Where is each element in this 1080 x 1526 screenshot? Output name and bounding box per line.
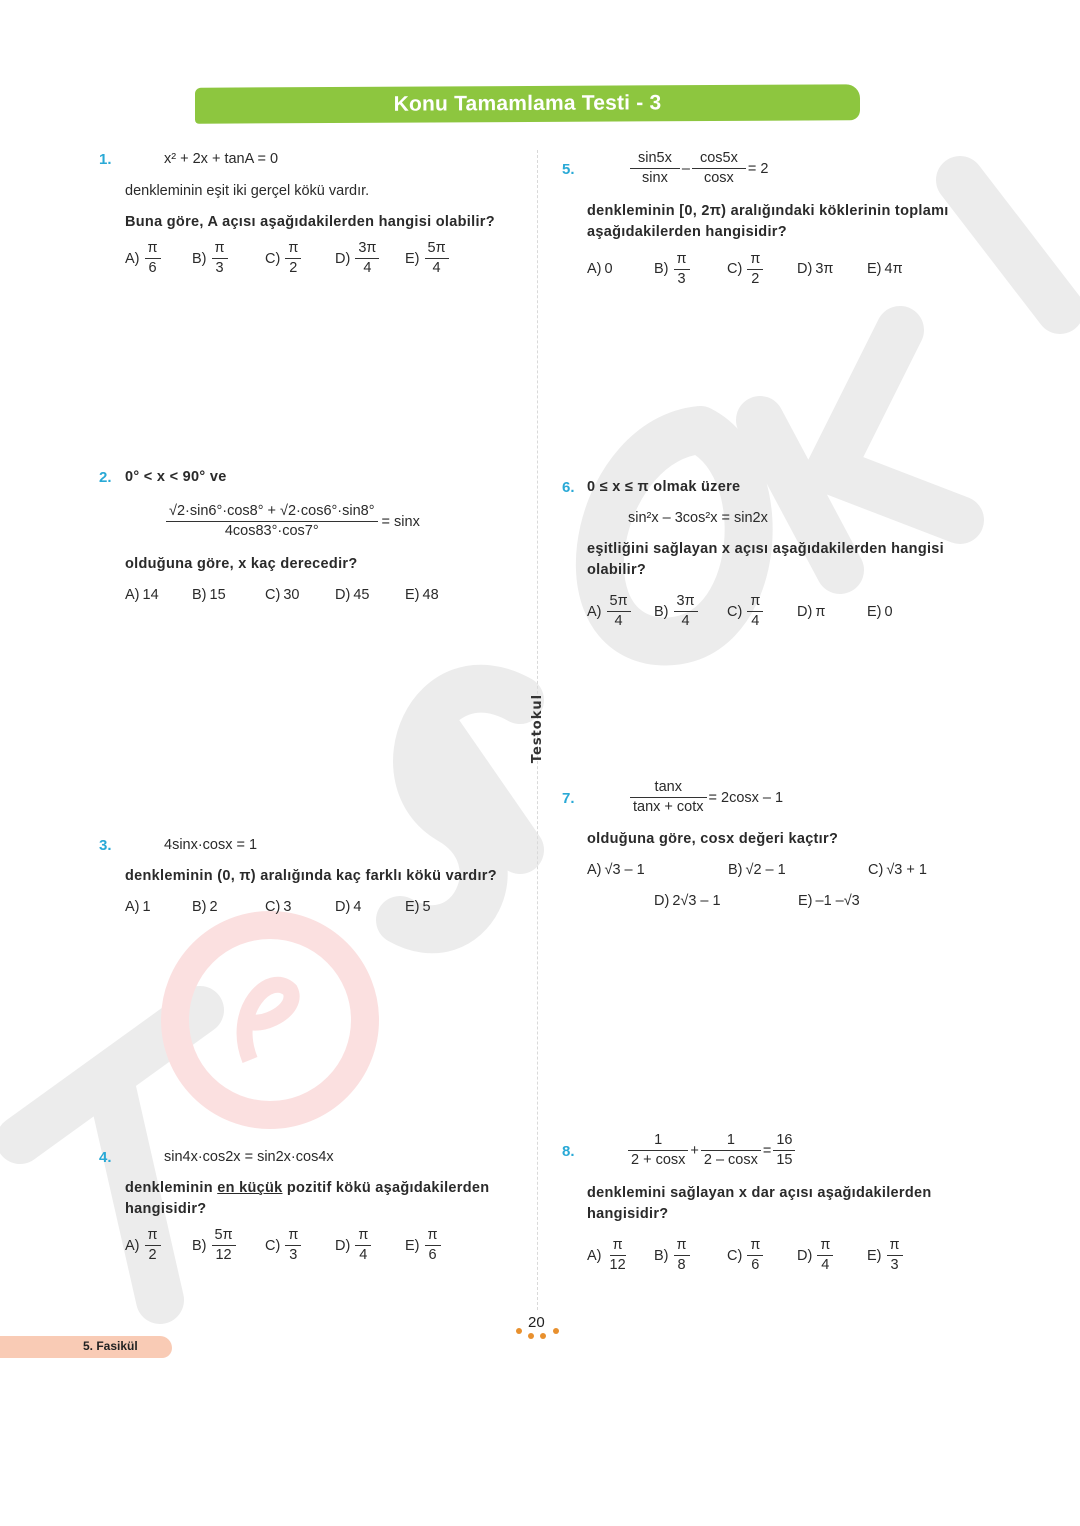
question-number: 6.: [562, 479, 575, 496]
denominator: 4cos83°·cos7°: [224, 523, 319, 539]
question-equation: [628, 779, 783, 816]
option-c[interactable]: [727, 1237, 797, 1274]
option-value: 2: [209, 899, 218, 915]
option-label: C): [265, 899, 281, 915]
option-d[interactable]: [335, 1227, 405, 1264]
option-c[interactable]: [727, 593, 797, 630]
numerator: 1: [701, 1132, 761, 1151]
question-number: 3.: [99, 837, 112, 854]
denominator: 2: [289, 260, 298, 276]
page-number: 20: [528, 1314, 545, 1331]
decorative-dot: [540, 1333, 546, 1339]
option-label: D): [335, 250, 351, 267]
answer-options: [125, 1227, 443, 1264]
option-value: 0: [884, 603, 893, 620]
numerator: 5π: [425, 240, 449, 259]
question-condition: 0° < x < 90° ve: [125, 469, 227, 485]
question-condition: 0 ≤ x ≤ π olmak üzere: [587, 479, 741, 495]
numerator: π: [145, 240, 161, 259]
question-equation: 4sinx·cosx = 1: [164, 837, 258, 853]
option-d[interactable]: [797, 1237, 867, 1274]
option-c[interactable]: [727, 250, 797, 288]
question-equation: [626, 1132, 797, 1169]
option-a[interactable]: [587, 593, 654, 630]
operator: +: [690, 1142, 699, 1159]
option-b[interactable]: [192, 240, 265, 277]
numerator: √2·sin6°·cos8° + √2·cos6°·sin8°: [166, 503, 378, 522]
denominator: 2: [751, 270, 760, 287]
option-value: 0: [604, 261, 613, 277]
option-a[interactable]: [587, 862, 728, 878]
question-number: 2.: [99, 469, 112, 486]
denominator: 4: [363, 260, 372, 276]
option-value: √3 – 1: [604, 862, 645, 878]
option-e[interactable]: [867, 1237, 905, 1274]
option-value: 14: [142, 587, 159, 603]
option-label: A): [125, 250, 140, 267]
fascicle-label: 5. Fasikül: [83, 1339, 138, 1353]
option-value: 3: [283, 899, 292, 915]
denominator: 12: [215, 1247, 232, 1263]
option-label: C): [727, 603, 743, 620]
operator: =: [762, 1142, 772, 1159]
prompt-text: pozitif kökü aşağıdakilerden: [282, 1180, 490, 1196]
question-prompt: Buna göre, A açısı aşağıdakilerden hangisi olabilir?: [125, 214, 495, 230]
option-e[interactable]: [867, 593, 893, 630]
option-value: 1: [142, 899, 151, 915]
answer-options: [125, 587, 439, 603]
option-label: B): [192, 250, 207, 267]
option-b[interactable]: [654, 1237, 727, 1274]
numerator: π: [747, 593, 763, 612]
option-b[interactable]: [192, 587, 265, 603]
option-value: 48: [422, 587, 439, 603]
option-label: E): [405, 587, 420, 603]
numerator: π: [747, 1237, 763, 1256]
operator: –: [681, 160, 690, 177]
denominator: 3: [677, 270, 686, 287]
question-equation: sin²x – 3cos²x = sin2x: [628, 510, 768, 526]
numerator: 3π: [674, 593, 698, 612]
question-prompt: eşitliğini sağlayan x açısı aşağıdakilerden hangisi: [587, 541, 944, 557]
option-label: D): [335, 899, 351, 915]
denominator: 4: [681, 613, 690, 629]
option-label: B): [654, 603, 669, 620]
option-d[interactable]: [654, 893, 798, 909]
option-value: 4: [353, 899, 362, 915]
option-label: B): [192, 1237, 207, 1254]
brand-logo-vertical: [524, 690, 552, 766]
option-e[interactable]: [867, 250, 903, 288]
option-label: C): [265, 250, 281, 267]
denominator: 15: [776, 1152, 793, 1168]
question-number: 4.: [99, 1149, 112, 1166]
option-a[interactable]: [125, 899, 192, 915]
denominator: 2 – cosx: [703, 1152, 758, 1168]
numerator: 1: [628, 1132, 688, 1151]
question-number: 5.: [562, 161, 575, 178]
numerator: π: [610, 1237, 626, 1256]
option-label: A): [125, 1237, 140, 1254]
denominator: 3: [289, 1247, 298, 1263]
option-label: D): [335, 1237, 351, 1254]
denominator: 3: [890, 1257, 899, 1273]
answer-options: [587, 1237, 905, 1274]
prompt-text: denkleminin: [125, 1180, 218, 1196]
option-label: E): [867, 603, 882, 620]
denominator: 2 + cosx: [631, 1152, 686, 1168]
question-prompt-line2: aşağıdakilerden hangisidir?: [587, 224, 787, 240]
numerator: π: [887, 1237, 903, 1256]
option-e[interactable]: [405, 587, 439, 603]
option-label: A): [125, 587, 140, 603]
option-value: 2√3 – 1: [672, 893, 721, 909]
brand-logo-text: Testokul: [530, 693, 546, 763]
denominator: 4: [432, 260, 441, 276]
answer-options-row2: [654, 893, 860, 909]
answer-options: [125, 899, 431, 915]
denominator: sinx: [642, 170, 668, 186]
denominator: 12: [609, 1257, 626, 1273]
numerator: π: [747, 251, 763, 270]
option-e[interactable]: [405, 240, 451, 277]
option-label: E): [405, 1237, 420, 1254]
option-value: –1 –√3: [815, 893, 860, 909]
option-b[interactable]: [192, 899, 265, 915]
option-label: B): [654, 261, 669, 277]
option-a[interactable]: [587, 250, 654, 288]
question-prompt: [125, 1180, 489, 1196]
prompt-emphasis: en küçük: [217, 1180, 283, 1196]
decorative-dot: [553, 1328, 559, 1334]
question-prompt-line2: hangisidir?: [587, 1206, 669, 1222]
option-label: B): [192, 587, 207, 603]
title-banner: [195, 84, 860, 123]
option-value: 30: [283, 587, 300, 603]
option-label: A): [125, 899, 140, 915]
option-value: √3 + 1: [886, 862, 927, 878]
option-value: 45: [353, 587, 370, 603]
decorative-dot: [528, 1333, 534, 1339]
option-b[interactable]: [192, 1227, 265, 1264]
denominator: cosx: [703, 170, 734, 186]
option-b[interactable]: [728, 862, 868, 878]
numerator: 5π: [607, 593, 631, 612]
option-e[interactable]: [405, 899, 431, 915]
answer-options: [125, 240, 451, 277]
equation-rhs: = sinx: [381, 513, 420, 530]
denominator: 4: [614, 613, 623, 629]
numerator: π: [285, 240, 301, 259]
denominator: 8: [677, 1257, 686, 1273]
denominator: 3: [215, 260, 224, 276]
option-label: D): [797, 261, 813, 277]
numerator: π: [285, 1227, 301, 1246]
option-c[interactable]: [868, 862, 927, 878]
option-label: E): [867, 1247, 882, 1264]
option-value: 15: [209, 587, 226, 603]
question-prompt: olduğuna göre, cosx değeri kaçtır?: [587, 831, 839, 847]
option-c[interactable]: [265, 587, 335, 603]
question-text: denkleminin eşit iki gerçel kökü vardır.: [125, 183, 370, 199]
option-a[interactable]: [125, 1227, 192, 1264]
option-c[interactable]: [265, 899, 335, 915]
option-label: E): [867, 261, 882, 277]
question-prompt: denkleminin [0, 2π) aralığındaki köklerinin toplamı: [587, 203, 949, 219]
question-equation: sin4x·cos2x = sin2x·cos4x: [164, 1149, 334, 1165]
option-b[interactable]: [654, 593, 727, 630]
option-label: E): [405, 250, 420, 267]
numerator: cos5x: [692, 150, 746, 169]
answer-options: [587, 250, 903, 288]
denominator: 6: [148, 260, 157, 276]
numerator: 16: [773, 1132, 795, 1151]
answer-options-row1: [587, 862, 927, 878]
option-label: D): [654, 893, 670, 909]
denominator: 4: [751, 613, 760, 629]
option-label: E): [798, 893, 813, 909]
option-d[interactable]: [335, 240, 405, 277]
option-label: B): [654, 1247, 669, 1264]
option-value: √2 – 1: [745, 862, 786, 878]
question-equation: [628, 150, 768, 187]
question-prompt-line2: olabilir?: [587, 562, 647, 578]
option-value: 3π: [815, 261, 834, 277]
option-label: D): [335, 587, 351, 603]
denominator: 6: [751, 1257, 760, 1273]
option-e[interactable]: [798, 893, 860, 909]
denominator: 6: [428, 1247, 437, 1263]
option-label: C): [727, 1247, 743, 1264]
option-a[interactable]: [125, 240, 192, 277]
option-value: π: [815, 603, 826, 620]
option-label: C): [265, 587, 281, 603]
option-a[interactable]: [587, 1237, 654, 1274]
denominator: tanx + cotx: [633, 799, 704, 815]
option-b[interactable]: [654, 250, 727, 288]
numerator: 5π: [212, 1227, 236, 1246]
numerator: π: [145, 1227, 161, 1246]
option-label: C): [265, 1237, 281, 1254]
question-equation: [164, 503, 420, 540]
option-value: 5: [422, 899, 431, 915]
question-equation: x² + 2x + tanA = 0: [164, 151, 279, 167]
numerator: tanx: [630, 779, 707, 798]
option-label: A): [587, 603, 602, 620]
option-label: B): [192, 899, 207, 915]
numerator: π: [674, 1237, 690, 1256]
numerator: π: [212, 240, 228, 259]
option-d[interactable]: [797, 593, 867, 630]
option-value: 4π: [884, 261, 903, 277]
option-e[interactable]: [405, 1227, 443, 1264]
denominator: 2: [148, 1247, 157, 1263]
question-number: 7.: [562, 790, 575, 807]
question-number: 1.: [99, 151, 112, 168]
option-a[interactable]: [125, 587, 192, 603]
numerator: π: [425, 1227, 441, 1246]
option-c[interactable]: [265, 240, 335, 277]
numerator: 3π: [355, 240, 379, 259]
numerator: π: [355, 1227, 371, 1246]
denominator: 4: [359, 1247, 368, 1263]
question-number: 8.: [562, 1143, 575, 1160]
option-label: D): [797, 1247, 813, 1264]
option-label: B): [728, 862, 743, 878]
option-label: C): [868, 862, 884, 878]
question-prompt-line2: hangisidir?: [125, 1201, 207, 1217]
question-prompt: olduğuna göre, x kaç derecedir?: [125, 556, 358, 572]
answer-options: [587, 593, 893, 630]
question-prompt: denkleminin (0, π) aralığında kaç farklı kökü vardır?: [125, 868, 497, 884]
option-label: C): [727, 261, 743, 277]
option-c[interactable]: [265, 1227, 335, 1264]
option-d[interactable]: [335, 899, 405, 915]
option-label: E): [405, 899, 420, 915]
equation-rhs: = 2cosx – 1: [708, 789, 784, 806]
numerator: sin5x: [630, 150, 680, 169]
option-d[interactable]: [797, 250, 867, 288]
decorative-dot: [516, 1328, 522, 1334]
numerator: π: [817, 1237, 833, 1256]
option-label: D): [797, 603, 813, 620]
option-label: A): [587, 862, 602, 878]
option-d[interactable]: [335, 587, 405, 603]
equation-rhs: = 2: [747, 160, 769, 177]
option-label: A): [587, 1247, 602, 1264]
numerator: π: [674, 251, 690, 270]
option-label: A): [587, 261, 602, 277]
denominator: 4: [821, 1257, 830, 1273]
question-prompt: denklemini sağlayan x dar açısı aşağıdakilerden: [587, 1185, 932, 1201]
page-title: Konu Tamamlama Testi - 3: [393, 91, 662, 116]
